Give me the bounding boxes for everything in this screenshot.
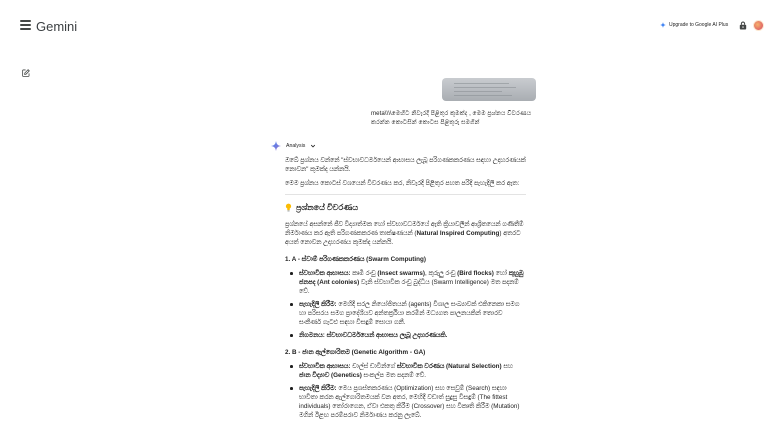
item-text: හෝ	[493, 270, 509, 277]
item-label: ස්වභාවික ආභාසය:	[299, 270, 351, 277]
section-para-b: ) අතරට අයත් නොවන උදාහරණය කුමක්ද යන්නයි.	[285, 230, 521, 246]
item-text: වැනි ස්වභාවික රංචු බුද්ධිය (Swarm Intelligence) මත පදනම් වේ.	[299, 279, 519, 295]
list-item	[289, 362, 526, 380]
item-text: මෙහිදී සරල නියෝජිතයන් (agents) විශාල සංඛ්‍යාවක් එකිනෙකා සමග හා පරිසරය සමග ප්‍රාදේශීයව අන්තර්ක්‍රියා කරමින් මධ්‍යගත පාලනයකින් තොරව සංකීර්ණ ගැටළු සඳහා විසඳුම් සොයා ගනී.	[299, 301, 520, 326]
item-text: මෙය ප්‍රශස්තකරණය (Optimization) සහ සෙවුම් (Search) සඳහා භාවිතා කරන ඇල්ගොරිතමයක් වන අතර, මෙහිදී වඩාත් සුදුසු විසඳුම් (The fittest individuals) තෝරාගෙන, ඒවා එකතු කිරීම (Crossover) සහ විකෘති කිරීම (Mutation) මගින් ඊළඟ පරම්පරාව නිර්මාණය කරනු ලැබේ.	[299, 385, 520, 419]
upgrade-button[interactable]	[660, 22, 728, 28]
item-text: , කුරුලු රංචු	[424, 270, 458, 277]
divider	[285, 194, 526, 195]
item-text: සහ	[501, 363, 513, 370]
item-label: පැහැදිලි කිරීම:	[299, 385, 337, 392]
subheading-b: 2. B - ජාන ඇල්ගොරිතම (Genetic Algorithm - GA)	[285, 349, 426, 356]
item-text: සංකල්ප මත පදනම් වේ.	[361, 372, 427, 379]
item-bold: කුහුඹු ජනපද (Ant colonies)	[299, 270, 524, 286]
lightbulb-icon	[285, 203, 292, 212]
model-response	[285, 156, 526, 424]
attached-image[interactable]	[442, 78, 536, 101]
item-text: චාල්ස් ඩාවින්ගේ	[350, 363, 397, 370]
list-item	[289, 269, 526, 296]
item-bold: (Bird flocks)	[457, 270, 494, 277]
analysis-toggle[interactable]	[271, 141, 316, 151]
sparkle-icon	[660, 22, 666, 28]
section-title	[285, 203, 526, 212]
section-para-a: ප්‍රශ්නයේ අසන්නේ ජීව විද්‍යාත්මක හෝ ස්වභාවධර්මයේ ඇති ක්‍රියාවලීන් ආශ්‍රිතයෙන් ගණිතීම් නිර්මාණය කර ඇති පරිගණකකරණ තාක්ෂණයන් (	[285, 221, 524, 237]
section-para-bold: Natural Inspired Computing	[416, 230, 500, 237]
item-text: කෘමි රංචු	[350, 270, 378, 277]
response-intro-2: මෙම ප්‍රශ්නය කොටස් වශයෙන් විවරණය කර, නිවැරදි පිළිතුර පහත පරිදි පැහැදිලි කර ඇත:	[285, 180, 520, 187]
top-bar	[0, 0, 784, 52]
list-a	[289, 269, 526, 340]
user-message: meta\\\\මෙහිට නිවැරදි පිළිතුර කුමක්ද , මෙම ප්‍රශ්නය විවරණය කරන්න කොටසින් කොටස පිළිතුරු සමගින්	[371, 110, 532, 126]
list-b	[289, 362, 526, 420]
new-chat-icon[interactable]	[22, 69, 30, 77]
item-label: පැහැදිලි කිරීම:	[299, 301, 337, 308]
list-item	[289, 331, 526, 340]
lock-icon[interactable]	[739, 21, 747, 30]
analysis-label: Analysis	[286, 143, 306, 149]
list-item	[289, 384, 526, 420]
avatar[interactable]	[753, 20, 764, 31]
gemini-sparkle-icon	[271, 141, 281, 151]
item-bold: ජාන විද්‍යාව (Genetics)	[299, 372, 362, 379]
item-bold: ස්වභාවික වරණය (Natural Selection)	[396, 363, 502, 370]
subheading-a: 1. A - ස්වාම් පරිගණකකරණය (Swarm Computing)	[285, 256, 426, 263]
chevron-down-icon	[310, 143, 316, 149]
upgrade-label: Upgrade to Google AI Plus	[669, 22, 729, 28]
app-title[interactable]: Gemini	[36, 19, 78, 34]
menu-icon[interactable]	[20, 20, 31, 30]
item-bold: ස්වභාවධර්මයෙන් ආභාසය ලැබූ උදාහරණයකි.	[326, 332, 448, 339]
response-intro-1: ඔබේ ප්‍රශ්නය වන්නේ "ස්වභාවධර්මයෙන් ආභාසය ලැබූ පරිගණකකරණය සඳහා උදාහරණයක් නොවන" කුමක්ද යන්නයි.	[285, 157, 526, 173]
list-item	[289, 300, 526, 327]
item-bold: (Insect swarms)	[377, 270, 425, 277]
item-label: ස්වභාවික ආභාසය:	[299, 363, 351, 370]
item-label: නිගමනය:	[299, 332, 325, 339]
section-title-text: ප්‍රශ්නයේ විවරණය	[296, 203, 359, 212]
section-paragraph	[285, 220, 526, 247]
